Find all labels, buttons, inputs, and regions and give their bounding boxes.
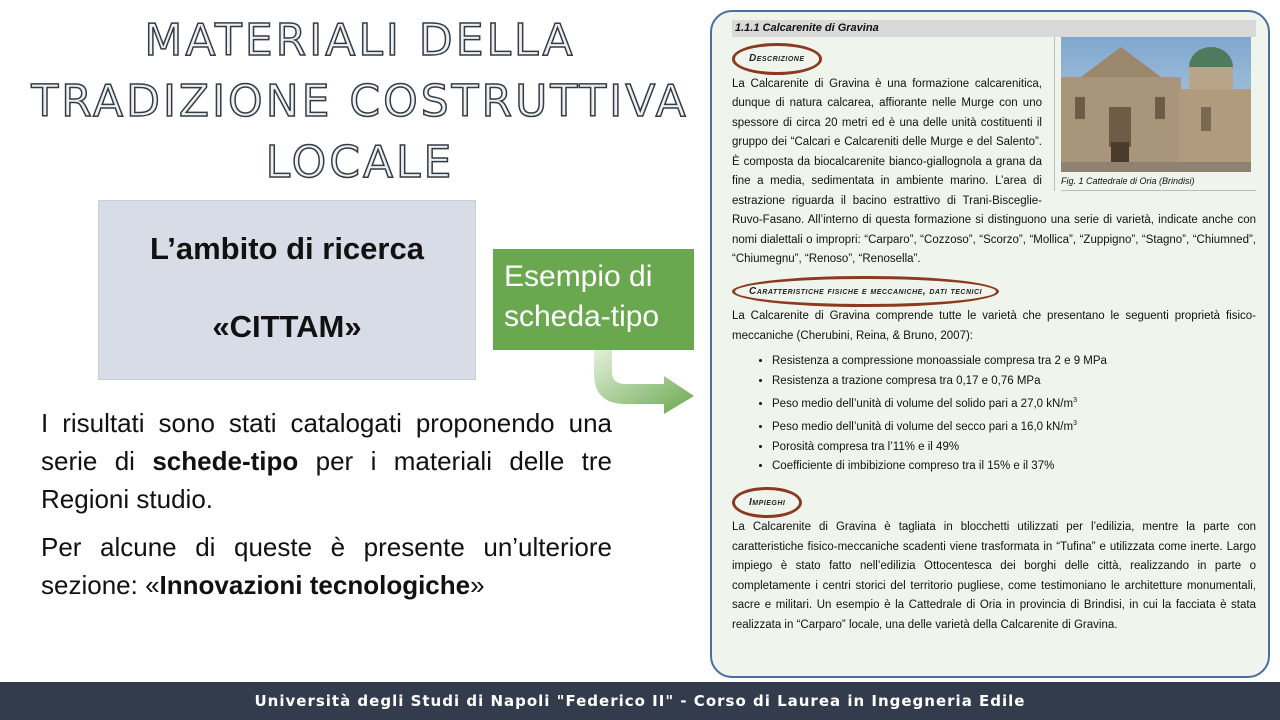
descrizione-label: Descrizione [732, 43, 822, 75]
list-item: • Peso medio dell’unità di volume del solido pari a 27,0 $kN/m^3$ [772, 391, 1256, 414]
ambito-project-name: «CITTAM» [212, 309, 362, 344]
figure-caption: Fig. 1 Cattedrale di Oria (Brindisi) [1061, 172, 1256, 191]
properties-list [732, 352, 1256, 477]
descrizione-text: La Calcarenite di Gravina è una formazione calcarenitica, dunque di natura calcarea, affiorante nelle Murge con uno spessore di circa 20 metri ed è una delle unità costituenti il gruppo dei “Calcari e Calcareniti delle Murge e del Salento”. È composta da biocalcarenite bianco-giallognola a grana da fine a media, sedimentata in ambiente marino. L’area di estrazione riguarda il bacino estrattivo di Trani-Bisceglie-Ruvo-Fasano. All’interno di questa formazione si distinguono una serie di varietà, indicate anche con nomi dialettali o impropri: “Carparo”, “Cozzoso”, “Scorzo”, “Mollica”, “Zuppigno”, “Stagno”, “Chiumned”, “Chiumegnu”, “Renoso”, “Renosella”. [732, 77, 1256, 265]
caratteristiche-label: Caratteristiche fisiche e meccaniche, dati tecnici [732, 276, 999, 308]
impieghi-text: La Calcarenite di Gravina è tagliata in blocchetti utilizzati per l’edilizia, mentre la parte con caratteristiche fisico-meccaniche scadenti viene trasformata in “Tufina” e utilizzata come inerte. Largo impiego è stato fatto nell’edilizia Ottocentesca dei borghi delle città, realizzando in parte o completamente i centri storici del territorio pugliese, come testimoniano le architetture monumentali, sacre e militari. Un esempio è la Cattedrale di Oria in provincia di Brindisi, in cui la facciata è stata realizzata in “Carparo” locale, una delle varietà della Calcarenite di Gravina. [732, 521, 1256, 631]
esempio-scheda-box [493, 249, 694, 350]
list-item: • Peso medio dell’unità di volume del secco pari a 16,0 $kN/m^3$ [772, 414, 1256, 437]
impieghi-label: Impieghi [732, 487, 802, 519]
body-paragraph-2: Per alcune di queste è presente un’ulteriore sezione: «Innovazioni tecnologiche» [41, 532, 612, 600]
emphasis-schede-tipo: schede-tipo [152, 446, 299, 476]
figure [1054, 37, 1256, 191]
slide-title-line-2: TRADIZIONE COSTRUTTIVA [31, 76, 689, 127]
body-text [41, 404, 612, 604]
list-item: • Porosità compresa tra l’11% e il 49% [772, 438, 1256, 458]
body-paragraph-1: I risultati sono stati catalogati proponendo una serie di schede-tipo per i materiali delle tre Regioni studio. [41, 408, 612, 514]
slide-title-line-1: MATERIALI DELLA [144, 15, 576, 66]
sheet-section-title: 1.1.1 Calcarenite di Gravina [732, 20, 1256, 37]
cathedral-photo [1061, 37, 1251, 172]
slide-title-line-3: LOCALE [265, 137, 455, 188]
slide-title [20, 10, 700, 193]
list-item: • Resistenza a trazione compresa tra 0,17 e 0,76 MPa [772, 372, 1256, 392]
emphasis-innovazioni: Innovazioni tecnologiche [159, 570, 471, 600]
esempio-line-1: Esempio di [504, 260, 653, 293]
ambito-heading: L’ambito di ricerca [150, 231, 424, 266]
caratteristiche-intro: La Calcarenite di Gravina comprende tutte le varietà che presentano le seguenti proprietà fisico-meccaniche (Cherubini, Reina, & Bruno, 2007): [732, 310, 1256, 342]
list-item: • Resistenza a compressione monoassiale compresa tra 2 e 9 MPa [772, 352, 1256, 372]
esempio-line-2: scheda-tipo [504, 300, 660, 333]
ambito-box [98, 200, 476, 380]
scheda-tipo-sheet [710, 10, 1270, 678]
list-item: • Coefficiente di imbibizione compreso tra il 15% e il 37% [772, 457, 1256, 477]
footer-bar: Università degli Studi di Napoli "Federico II" - Corso di Laurea in Ingegneria Edile [0, 682, 1280, 720]
